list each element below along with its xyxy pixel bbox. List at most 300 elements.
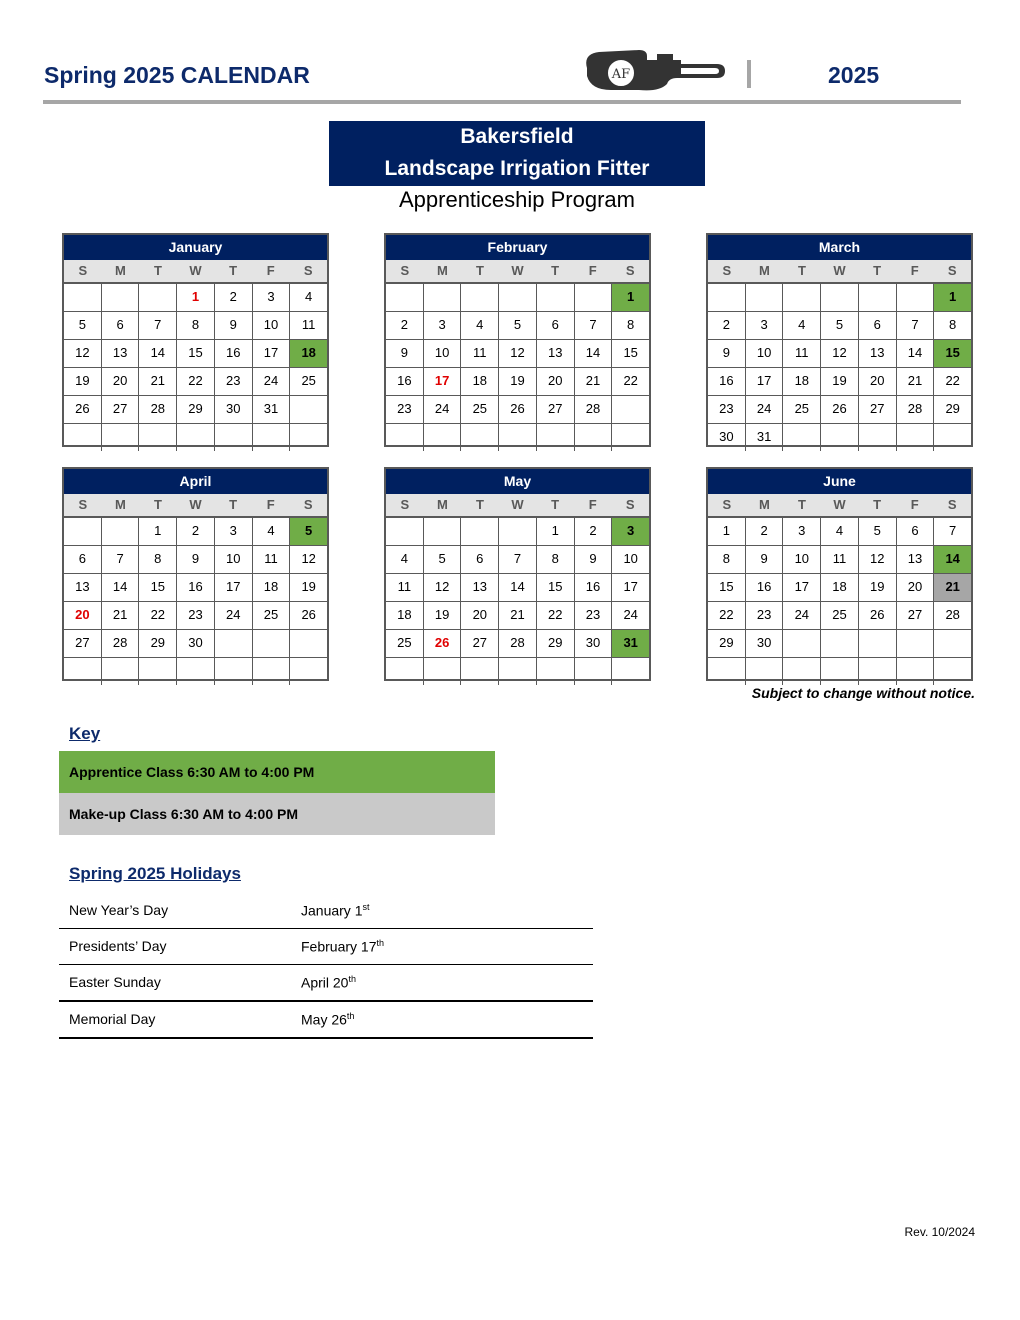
day-cell: 23: [574, 602, 612, 629]
weekday-label: F: [588, 263, 597, 278]
day-cell: 29: [536, 630, 574, 657]
empty-day-cell: [858, 658, 896, 685]
month-name: March: [708, 235, 971, 260]
month-calendar-april: [62, 467, 329, 681]
empty-day-cell: [289, 396, 327, 423]
empty-day-cell: [101, 518, 139, 545]
day-cell: 1: [722, 523, 730, 538]
day-cell: 30: [176, 630, 214, 657]
weekday-header: [708, 260, 971, 283]
weekday-label: T: [475, 497, 484, 512]
day-cell: 10: [214, 546, 252, 573]
day-cell: 5: [423, 546, 461, 573]
weekday-label: T: [229, 497, 238, 512]
day-cell: 29: [138, 630, 176, 657]
day-cell: 26: [858, 602, 896, 629]
empty-day-cell: [423, 518, 461, 545]
week-row: [708, 629, 971, 657]
day-cell: 31: [745, 424, 783, 451]
weekday-label: S: [303, 263, 313, 278]
day-cell: 25: [252, 602, 290, 629]
day-cell: 11: [820, 546, 858, 573]
empty-day-cell: [498, 424, 536, 451]
day-cell: 21: [574, 368, 612, 395]
week-row: [64, 517, 327, 545]
weekday-label: F: [910, 497, 919, 512]
holiday-date: January 1st: [301, 902, 370, 919]
week-row: [708, 601, 971, 629]
empty-day-cell: [252, 424, 290, 451]
program-subtitle: Apprenticeship Program: [398, 187, 635, 212]
day-cell: 27: [460, 630, 498, 657]
calendar-year: 2025: [828, 62, 880, 88]
week-row: [708, 657, 971, 685]
week-row: [64, 367, 327, 395]
week-row: [708, 367, 971, 395]
day-cell: 12: [858, 546, 896, 573]
day-cell: 15: [138, 574, 176, 601]
weekday-label: F: [266, 497, 275, 512]
day-cell: 18: [460, 368, 498, 395]
day-cell: 4: [460, 312, 498, 339]
key-heading: Key: [69, 724, 101, 743]
week-row: [708, 339, 971, 367]
day-cell: 20: [460, 602, 498, 629]
day-cell: 30: [745, 630, 783, 657]
month-calendar-january: [62, 233, 329, 447]
week-row: [386, 311, 649, 339]
day-cell: 6: [896, 518, 934, 545]
weekday-label: W: [189, 263, 202, 278]
day-cell: 25: [289, 368, 327, 395]
day-cell: 10: [252, 312, 290, 339]
day-cell: 6: [536, 312, 574, 339]
day-cell: 16: [574, 574, 612, 601]
empty-day-cell: [214, 424, 252, 451]
weekday-label: S: [947, 263, 957, 278]
month-name: April: [64, 469, 327, 494]
empty-day-cell: [896, 658, 934, 685]
day-cell: 17: [782, 574, 820, 601]
week-row: [64, 283, 327, 311]
day-cell: 21: [138, 368, 176, 395]
day-cell: 10: [423, 340, 461, 367]
week-row: [386, 601, 649, 629]
day-cell: 11: [460, 340, 498, 367]
empty-day-cell: [64, 658, 101, 685]
weekday-label: T: [229, 263, 238, 278]
day-cell: 5: [858, 518, 896, 545]
empty-day-cell: [536, 424, 574, 451]
empty-day-cell: [176, 658, 214, 685]
header-separator: [747, 60, 751, 88]
empty-day-cell: [782, 284, 820, 311]
holiday-row: [59, 965, 593, 1002]
weekday-label: T: [551, 497, 560, 512]
empty-day-cell: [498, 284, 536, 311]
week-row: [64, 545, 327, 573]
empty-day-cell: [101, 424, 139, 451]
day-cell: 2: [574, 518, 612, 545]
day-cell: 27: [536, 396, 574, 423]
day-cell: 5: [820, 312, 858, 339]
day-cell: 2: [400, 317, 408, 332]
holiday-row: [59, 929, 593, 965]
holiday-date: May 26th: [301, 1011, 355, 1028]
day-cell: 17: [745, 368, 783, 395]
week-row: [708, 311, 971, 339]
day-cell: 2: [745, 518, 783, 545]
day-cell: 6: [858, 312, 896, 339]
day-cell: 14: [138, 340, 176, 367]
day-cell: 13: [75, 579, 90, 594]
week-row: [386, 283, 649, 311]
empty-day-cell: [386, 284, 423, 311]
day-cell: 2: [722, 317, 730, 332]
weekday-label: M: [758, 497, 770, 512]
weekday-label: T: [475, 263, 484, 278]
weekday-label: S: [400, 263, 410, 278]
weekday-label: S: [303, 497, 313, 512]
month-calendar-may: [384, 467, 651, 681]
empty-day-cell: [782, 630, 820, 657]
weekday-label: T: [873, 497, 882, 512]
program-location: Bakersfield: [460, 125, 574, 148]
day-cell: 4: [252, 518, 290, 545]
empty-day-cell: [896, 630, 934, 657]
day-cell: 15: [933, 340, 971, 367]
week-row: [386, 395, 649, 423]
empty-day-cell: [64, 284, 101, 311]
day-cell: 6: [101, 312, 139, 339]
empty-day-cell: [745, 658, 783, 685]
day-cell: 12: [75, 345, 90, 360]
day-cell: 27: [75, 635, 90, 650]
week-row: [64, 657, 327, 685]
day-cell: 14: [933, 546, 971, 573]
day-cell: 26: [820, 396, 858, 423]
day-cell: 15: [176, 340, 214, 367]
empty-day-cell: [574, 424, 612, 451]
empty-day-cell: [138, 284, 176, 311]
day-cell: 14: [498, 574, 536, 601]
day-cell: 24: [745, 396, 783, 423]
day-cell: 24: [423, 396, 461, 423]
day-cell: 4: [400, 551, 408, 566]
day-cell: 21: [933, 574, 971, 601]
calendar-title: Spring 2025 CALENDAR: [44, 62, 310, 88]
day-cell: 1: [933, 284, 971, 311]
day-cell: 23: [397, 401, 412, 416]
week-row: [386, 339, 649, 367]
holiday-date: February 17th: [301, 938, 384, 955]
day-cell: 8: [536, 546, 574, 573]
empty-day-cell: [782, 424, 820, 451]
weekday-label: T: [797, 497, 806, 512]
day-cell: 22: [719, 607, 734, 622]
day-cell: 9: [400, 345, 408, 360]
empty-day-cell: [460, 424, 498, 451]
revision-label: Rev. 10/2024: [904, 1225, 975, 1239]
day-cell: 28: [498, 630, 536, 657]
day-cell: 21: [896, 368, 934, 395]
day-cell: 26: [75, 401, 90, 416]
month-name: June: [708, 469, 971, 494]
empty-day-cell: [138, 658, 176, 685]
holiday-date: April 20th: [301, 974, 356, 991]
day-cell: 25: [820, 602, 858, 629]
day-cell: 9: [574, 546, 612, 573]
day-cell: 7: [896, 312, 934, 339]
day-cell: 23: [745, 602, 783, 629]
week-row: [708, 283, 971, 311]
holidays-table: [59, 893, 593, 1039]
day-cell: 14: [101, 574, 139, 601]
day-cell: 13: [858, 340, 896, 367]
day-cell: 3: [611, 518, 649, 545]
day-cell: 5: [289, 518, 327, 545]
empty-day-cell: [858, 630, 896, 657]
day-cell: 15: [536, 574, 574, 601]
holiday-name: New Year’s Day: [69, 902, 169, 918]
day-cell: 17: [214, 574, 252, 601]
weekday-label: S: [78, 263, 88, 278]
week-row: [386, 545, 649, 573]
weekday-label: S: [400, 497, 410, 512]
weekday-label: S: [947, 497, 957, 512]
day-cell: 29: [176, 396, 214, 423]
day-cell: 16: [176, 574, 214, 601]
holiday-row: [59, 893, 593, 929]
day-cell: 27: [896, 602, 934, 629]
day-cell: 8: [933, 312, 971, 339]
day-cell: 18: [289, 340, 327, 367]
day-cell: 23: [176, 602, 214, 629]
day-cell: 3: [745, 312, 783, 339]
empty-day-cell: [252, 630, 290, 657]
empty-day-cell: [460, 284, 498, 311]
day-cell: 30: [574, 630, 612, 657]
empty-day-cell: [574, 658, 612, 685]
empty-day-cell: [820, 284, 858, 311]
day-cell: 2: [214, 284, 252, 311]
empty-day-cell: [64, 424, 101, 451]
pipe-wrench-logo-icon: [577, 46, 727, 101]
day-cell: 19: [289, 574, 327, 601]
month-calendar-june: [706, 467, 973, 681]
day-cell: 12: [820, 340, 858, 367]
page-header: [44, 56, 960, 102]
day-cell: 8: [176, 312, 214, 339]
day-cell: 10: [745, 340, 783, 367]
empty-day-cell: [289, 424, 327, 451]
day-cell: 19: [820, 368, 858, 395]
day-cell: 11: [289, 312, 327, 339]
week-row: [64, 395, 327, 423]
day-cell: 31: [252, 396, 290, 423]
day-cell: 15: [719, 579, 734, 594]
day-cell: 20: [101, 368, 139, 395]
day-cell: 9: [214, 312, 252, 339]
key-makeup-class: Make-up Class 6:30 AM to 4:00 PM: [59, 793, 495, 835]
day-cell: 22: [176, 368, 214, 395]
day-cell: 10: [611, 546, 649, 573]
weekday-label: T: [797, 263, 806, 278]
day-cell: 7: [138, 312, 176, 339]
day-cell: 16: [745, 574, 783, 601]
day-cell: 8: [722, 551, 730, 566]
weekday-label: W: [189, 497, 202, 512]
weekday-label: T: [873, 263, 882, 278]
weekday-label: M: [758, 263, 770, 278]
day-cell: 8: [138, 546, 176, 573]
day-cell: 4: [289, 284, 327, 311]
week-row: [64, 423, 327, 451]
day-cell: 3: [214, 518, 252, 545]
weekday-label: F: [588, 497, 597, 512]
weekday-label: S: [722, 263, 732, 278]
weekday-header: [64, 494, 327, 517]
program-title-box: [329, 121, 705, 186]
day-cell: 17: [611, 574, 649, 601]
day-cell: 18: [397, 607, 412, 622]
empty-day-cell: [423, 284, 461, 311]
empty-day-cell: [708, 284, 745, 311]
holiday-name: Easter Sunday: [69, 974, 161, 990]
day-cell: 10: [782, 546, 820, 573]
weekday-label: W: [511, 497, 524, 512]
day-cell: 4: [782, 312, 820, 339]
day-cell: 12: [423, 574, 461, 601]
day-cell: 16: [397, 373, 412, 388]
weekday-label: T: [153, 497, 162, 512]
weekday-label: F: [266, 263, 275, 278]
day-cell: 13: [460, 574, 498, 601]
empty-day-cell: [498, 658, 536, 685]
empty-day-cell: [289, 630, 327, 657]
empty-day-cell: [933, 424, 971, 451]
day-cell: 13: [536, 340, 574, 367]
day-cell: 24: [252, 368, 290, 395]
day-cell: 28: [933, 602, 971, 629]
empty-day-cell: [611, 396, 649, 423]
day-cell: 7: [498, 546, 536, 573]
week-row: [64, 601, 327, 629]
day-cell: 3: [252, 284, 290, 311]
empty-day-cell: [498, 518, 536, 545]
holiday-row: [59, 1002, 593, 1039]
day-cell: 25: [460, 396, 498, 423]
week-row: [64, 311, 327, 339]
empty-day-cell: [933, 630, 971, 657]
day-cell: 20: [858, 368, 896, 395]
day-cell: 29: [719, 635, 734, 650]
day-cell: 13: [896, 546, 934, 573]
day-cell: 28: [574, 396, 612, 423]
empty-day-cell: [460, 658, 498, 685]
day-cell: 27: [858, 396, 896, 423]
weekday-label: T: [551, 263, 560, 278]
weekday-label: S: [722, 497, 732, 512]
day-cell: 1: [611, 284, 649, 311]
empty-day-cell: [745, 284, 783, 311]
day-cell: 11: [252, 546, 290, 573]
empty-day-cell: [858, 424, 896, 451]
day-cell: 2: [176, 518, 214, 545]
day-cell: 18: [820, 574, 858, 601]
weekday-label: W: [833, 497, 846, 512]
weekday-header: [64, 260, 327, 283]
day-cell: 16: [719, 373, 734, 388]
week-row: [64, 339, 327, 367]
day-cell: 22: [933, 368, 971, 395]
day-cell: 6: [78, 551, 86, 566]
day-cell: 9: [176, 546, 214, 573]
day-cell: 3: [782, 518, 820, 545]
day-cell: 24: [782, 602, 820, 629]
empty-day-cell: [138, 424, 176, 451]
day-cell: 4: [820, 518, 858, 545]
holiday-name: Memorial Day: [69, 1011, 156, 1027]
empty-day-cell: [64, 518, 101, 545]
weekday-label: T: [153, 263, 162, 278]
weekday-label: W: [833, 263, 846, 278]
empty-day-cell: [896, 284, 934, 311]
day-cell: 9: [745, 546, 783, 573]
day-cell: 19: [858, 574, 896, 601]
empty-day-cell: [782, 658, 820, 685]
day-cell: 7: [574, 312, 612, 339]
day-cell: 19: [498, 368, 536, 395]
empty-day-cell: [574, 284, 612, 311]
day-cell: 20: [896, 574, 934, 601]
weekday-label: M: [114, 497, 126, 512]
day-cell: 30: [214, 396, 252, 423]
day-cell: 16: [214, 340, 252, 367]
day-cell: 13: [101, 340, 139, 367]
empty-day-cell: [386, 424, 423, 451]
day-cell: 6: [460, 546, 498, 573]
week-row: [708, 573, 971, 601]
month-calendar-march: [706, 233, 973, 447]
day-cell: 1: [138, 518, 176, 545]
day-cell: 11: [782, 340, 820, 367]
day-cell: 18: [782, 368, 820, 395]
weekday-label: S: [625, 497, 635, 512]
day-cell: 8: [611, 312, 649, 339]
empty-day-cell: [214, 658, 252, 685]
day-cell: 1: [176, 284, 214, 311]
day-cell: 28: [101, 630, 139, 657]
day-cell: 19: [423, 602, 461, 629]
empty-day-cell: [536, 284, 574, 311]
day-cell: 1: [536, 518, 574, 545]
day-cell: 31: [611, 630, 649, 657]
day-cell: 24: [611, 602, 649, 629]
day-cell: 9: [722, 345, 730, 360]
day-cell: 26: [289, 602, 327, 629]
week-row: [64, 629, 327, 657]
day-cell: 22: [138, 602, 176, 629]
day-cell: 17: [252, 340, 290, 367]
program-trade: Landscape Irrigation Fitter: [384, 157, 650, 180]
day-cell: 21: [498, 602, 536, 629]
empty-day-cell: [820, 630, 858, 657]
day-cell: 20: [536, 368, 574, 395]
day-cell: 23: [719, 401, 734, 416]
day-cell: 28: [896, 396, 934, 423]
day-cell: 12: [498, 340, 536, 367]
